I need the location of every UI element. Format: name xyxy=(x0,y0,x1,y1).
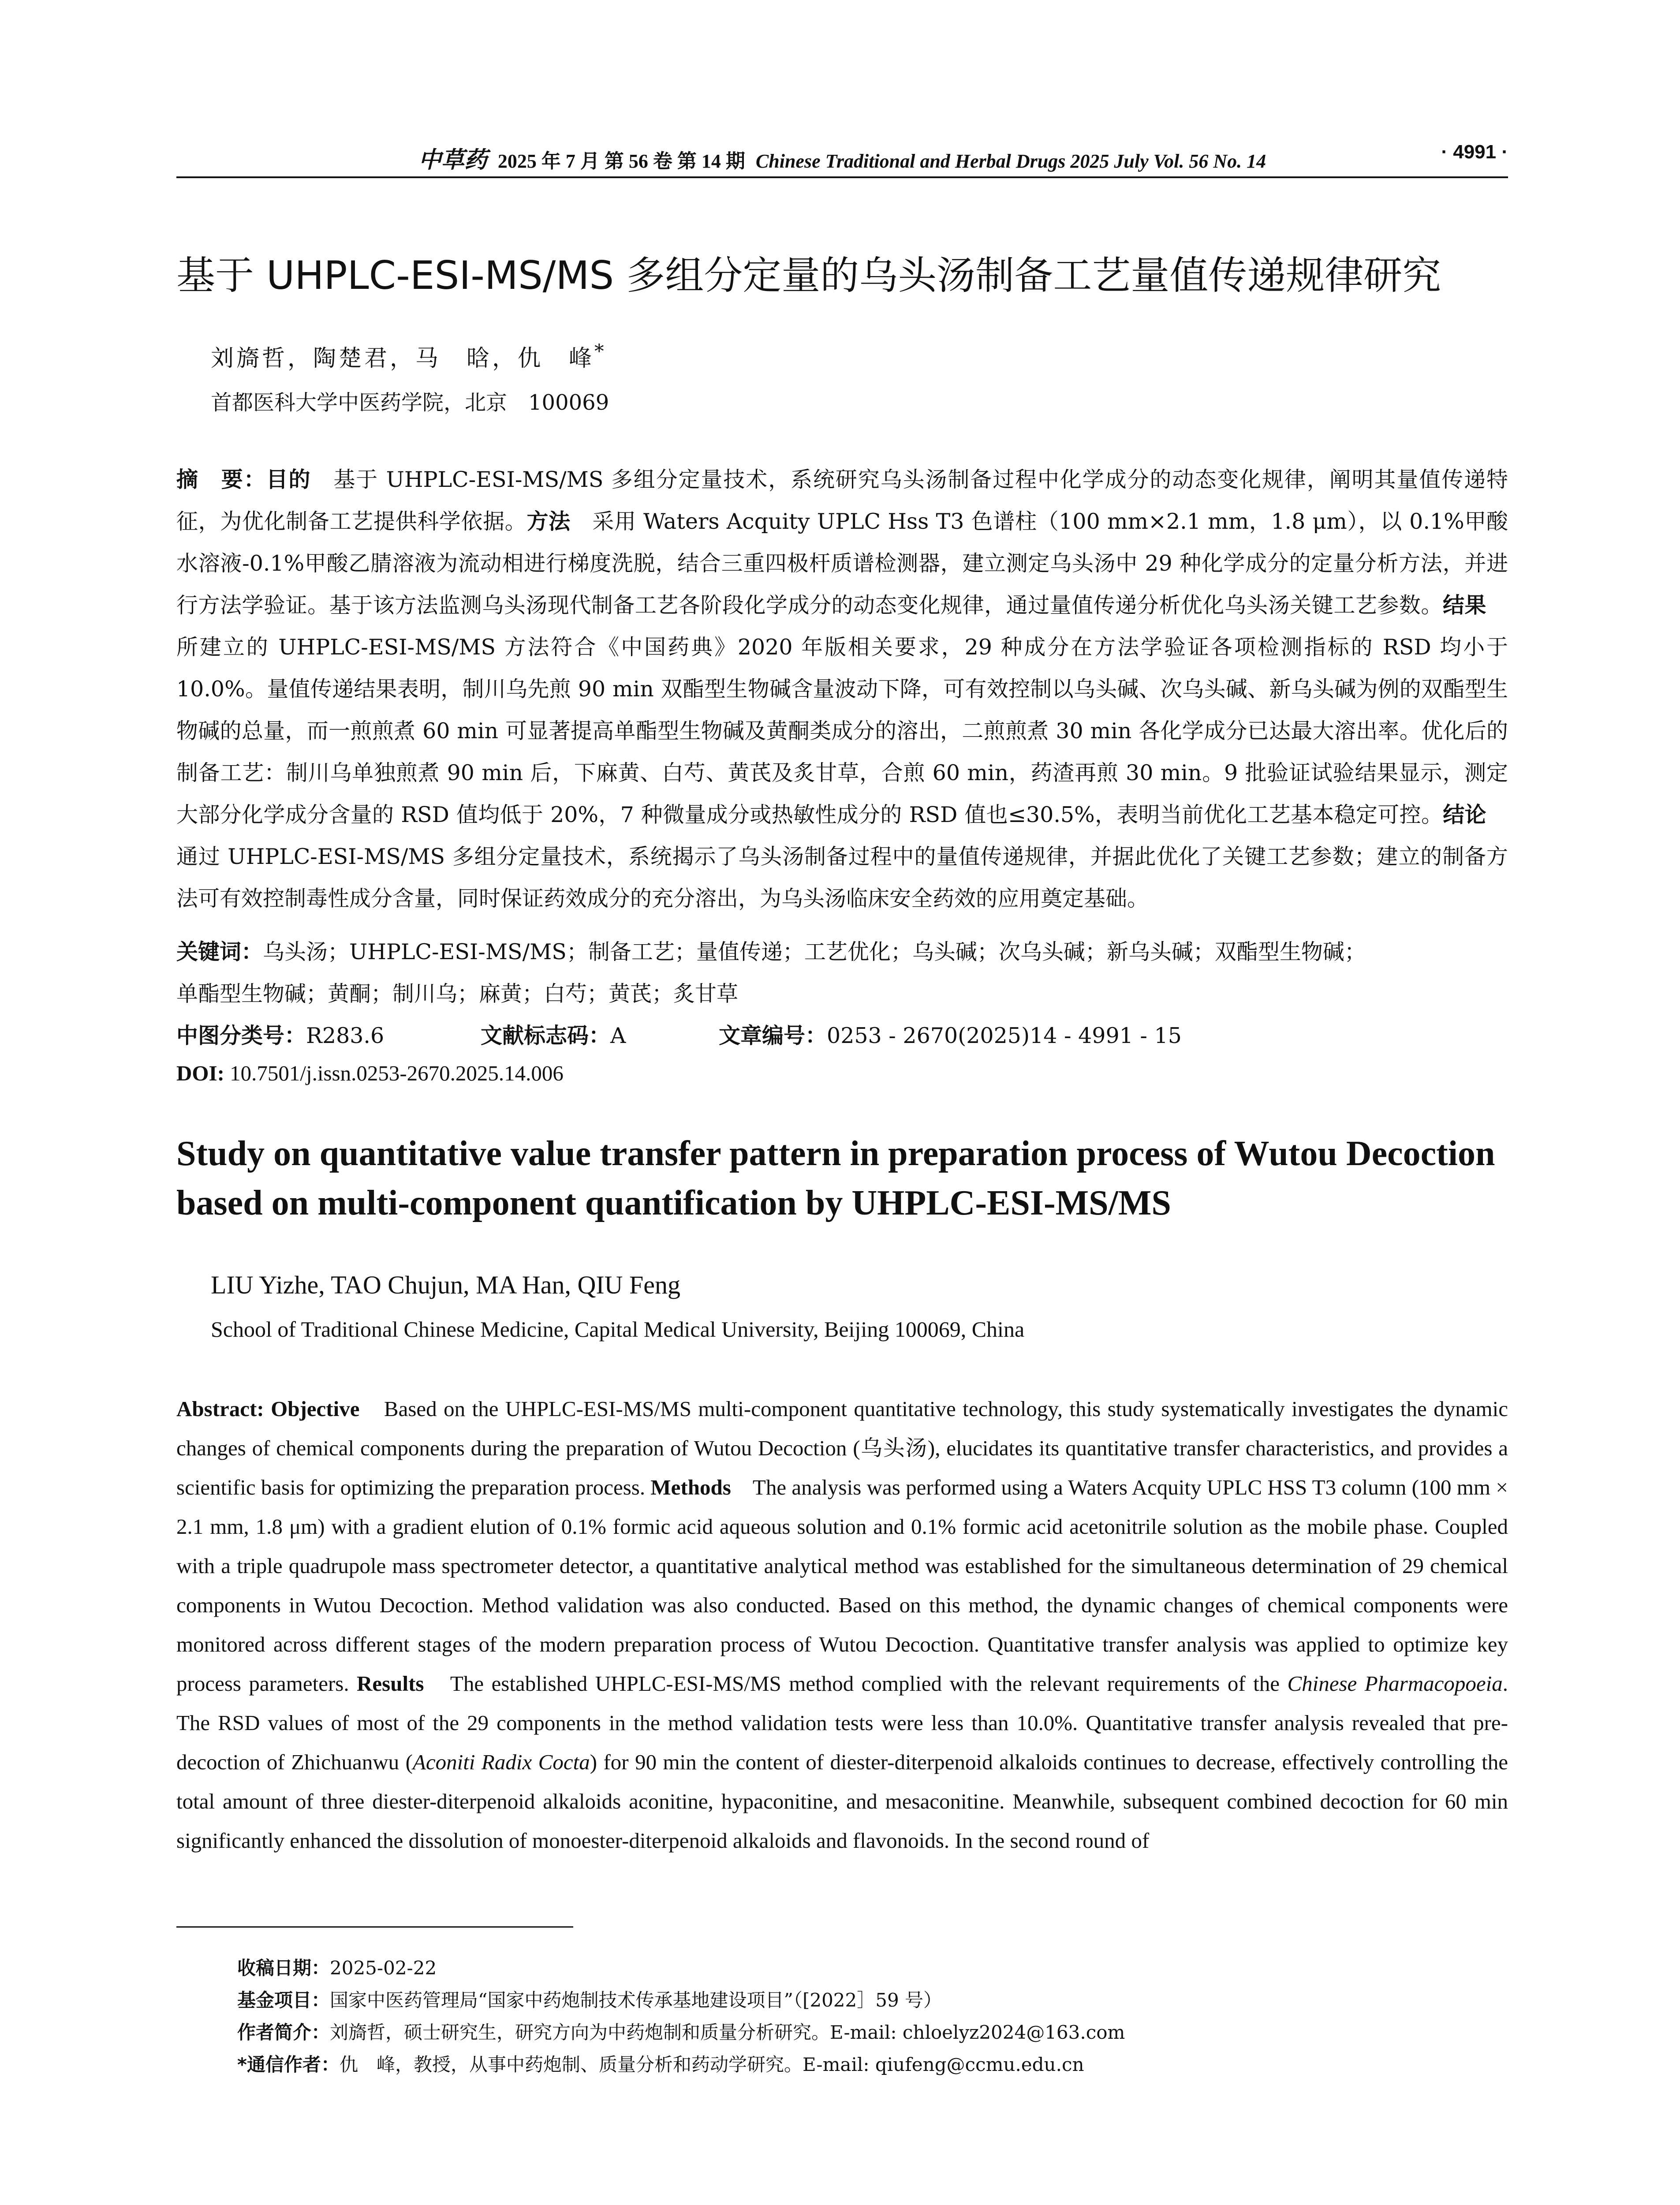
affiliation-chinese: 首都医科大学中医药学院，北京 100069 xyxy=(211,390,609,415)
abstract-cn-conclusion-label: 结论 xyxy=(1443,802,1486,827)
article-number-value: 0253 - 2670(2025)14 - 4991 - 15 xyxy=(827,1023,1182,1048)
authors-english: LIU Yizhe, TAO Chujun, MA Han, QIU Feng xyxy=(211,1271,681,1299)
footnote-corresponding xyxy=(237,2050,1084,2077)
keywords-line-2: 单酯型生物碱；黄酮；制川乌；麻黄；白芍；黄芪；炙甘草 xyxy=(176,981,739,1006)
title-english: Study on quantitative value transfer pattern in preparation process of Wutou Decoction based on multi-component quantification by UHPLC-ESI-MS/MS xyxy=(176,1134,1495,1222)
abstract-cn-objective: 基于 UHPLC-ESI-MS/MS 多组分定量技术，系统研究乌头汤制备过程中化学成分的动态变化规律，阐明其量值传递特征，为优化制备工艺提供科学依据。 xyxy=(176,467,1508,534)
received-label: 收稿日期： xyxy=(237,1957,330,1979)
running-header xyxy=(176,141,1508,176)
abstract-cn-methods: 采用 Waters Acquity UPLC Hss T3 色谱柱（100 mm×2.1 mm，1.8 μm），以 0.1%甲酸水溶液-0.1%甲酸乙腈溶液为流动相进行梯度洗脱，结合三重四极杆质谱检测器，建立测定乌头汤中 29 种化学成分的定量分析方法，并进行方法学验证。基于该方法监测乌头汤现代制备工艺各阶段化学成分的动态变化规律，通过量值传递分析优化乌头汤关键工艺参数。 xyxy=(176,509,1508,618)
corresponding-mark: * xyxy=(594,340,607,363)
author-bio-label: 作者简介： xyxy=(237,2022,330,2043)
abstract-en-label: Abstract: Objective xyxy=(176,1397,360,1421)
corresponding-label: *通信作者： xyxy=(237,2054,340,2075)
classification-line xyxy=(176,1019,1182,1050)
footnote-author xyxy=(237,2018,1125,2044)
doi-label: DOI: xyxy=(176,1061,224,1085)
abstract-cn-results: 所建立的 UHPLC-ESI-MS/MS 方法符合《中国药典》2020 年版相关要求，29 种成分在方法学验证各项检测指标的 RSD 均小于 10.0%。量值传递结果表明，制川乌先煎 90 min 双酯型生物碱含量波动下降，可有效控制以乌头碱、次乌头碱、新乌头碱为例的双酯型生物碱的总量，而一煎煎煮 60 min 可显著提高单酯型生物碱及黄酮类成分的溶出，二煎煎煮 30 min 各化学成分已达最大溶出率。优化后的制备工艺：制川乌单独煎煮 90 min 后，下麻黄、白芍、黄芪及炙甘草，合煎 60 min，药渣再煎 30 min。9 批验证试验结果显示，测定大部分化学成分含量的 RSD 值均低于 20%，7 种微量成分或热敏性成分的 RSD 值也≤30.5%，表明当前优化工艺基本稳定可控。 xyxy=(176,593,1508,827)
abstract-en-pharmacopoeia: Chinese Pharmacopoeia xyxy=(1287,1671,1503,1696)
article-number-segment xyxy=(719,1019,1182,1050)
corresponding-text: 仇 峰，教授，从事中药炮制、质量分析和药动学研究。E-mail: qiufeng@ccmu.edu.cn xyxy=(339,2054,1084,2075)
received-date: 2025-02-22 xyxy=(330,1957,437,1979)
abstract-cn-objective-label: 目的 xyxy=(266,467,311,492)
affiliation-english: School of Traditional Chinese Medicine, Capital Medical University, Beijing 100069, China xyxy=(211,1317,1025,1342)
title-chinese: 基于 UHPLC-ESI-MS/MS 多组分定量的乌头汤制备工艺量值传递规律研究 xyxy=(176,253,1441,298)
footnote-fund xyxy=(237,1986,942,2012)
abstract-en-results-c: ) for 90 min the content of diester-diterpenoid alkaloids continues to decrease, effectively controlling the total amount of three diester-diterpenoid alkaloids aconitine, hypaconitine, and mesaconitine. Meanwhile, subsequent combined decoction for 60 min significantly enhanced the dissolution of monoester-diterpenoid alkaloids and flavonoids. In the second round of xyxy=(176,1750,1508,1853)
abstract-en-results-b: . The RSD values of most of the 29 components in the method validation tests were less than 10.0%. Quantitative transfer analysis revealed that pre-decoction of Zhichuanwu ( xyxy=(176,1671,1508,1774)
abstract-en-latin-name: Aconiti Radix Cocta xyxy=(412,1750,590,1774)
footnote-rule xyxy=(176,1926,573,1928)
keywords-values-1: 乌头汤；UHPLC-ESI-MS/MS；制备工艺；量值传递；工艺优化；乌头碱；次乌头碱；新乌头碱；双酯型生物碱； xyxy=(263,939,1366,964)
abstract-cn-conclusion: 通过 UHPLC-ESI-MS/MS 多组分定量技术，系统揭示了乌头汤制备过程中的量值传递规律，并据此优化了关键工艺参数；建立的制备方法可有效控制毒性成分含量，同时保证药效成分的充分溶出，为乌头汤临床安全药效的应用奠定基础。 xyxy=(176,802,1508,911)
doc-code-label: 文献标志码： xyxy=(481,1023,611,1048)
journal-logo-cn: 中草药 xyxy=(418,146,487,173)
header-issue-cn: 2025 年 7 月 第 56 卷 第 14 期 xyxy=(497,150,745,172)
authors-chinese xyxy=(211,340,607,373)
abstract-cn-results-label: 结果 xyxy=(1442,593,1486,618)
doc-code-segment xyxy=(481,1019,719,1050)
fund-label: 基金项目： xyxy=(237,1989,330,2011)
article-number-label: 文章编号： xyxy=(719,1023,827,1048)
footnote-received xyxy=(237,1954,437,1980)
abstract-en-methods-label: Methods xyxy=(650,1475,731,1499)
abstract-chinese xyxy=(176,459,1508,919)
author-bio-text: 刘旖哲，硕士研究生，研究方向为中药炮制和质量分析研究。E-mail: chloelyz2024@163.com xyxy=(330,2022,1125,2043)
abstract-english xyxy=(176,1389,1508,1860)
abstract-en-objective: Based on the UHPLC-ESI-MS/MS multi-component quantitative technology, this study systematically investigates the dynamic changes of chemical components during the preparation of Wutou Decoction (乌头汤), elucidates its quantitative transfer characteristics, and provides a scientific basis for optimizing the preparation process. xyxy=(176,1397,1508,1499)
clc-value: R283.6 xyxy=(306,1023,385,1048)
header-journal-en: Chinese Traditional and Herbal Drugs 2025 July Vol. 56 No. 14 xyxy=(755,150,1266,172)
abstract-en-methods: The analysis was performed using a Waters Acquity UPLC HSS T3 column (100 mm × 2.1 mm, 1.8 μm) with a gradient elution of 0.1% formic acid aqueous solution and 0.1% formic acid acetonitrile solution as the mobile phase. Coupled with a triple quadrupole mass spectrometer detector, a quantitative analytical method was established for the simultaneous determination of 29 chemical components in Wutou Decoction. Method validation was also conducted. Based on this method, the dynamic changes of chemical components were monitored across different stages of the modern preparation process of Wutou Decoction. Quantitative transfer analysis was applied to optimize key process parameters. xyxy=(176,1475,1508,1696)
abstract-cn-label: 摘 要： xyxy=(176,467,266,492)
abstract-en-results-label: Results xyxy=(357,1671,424,1696)
clc-segment xyxy=(176,1019,481,1050)
header-rule xyxy=(176,176,1508,178)
page-number: · 4991 · xyxy=(1441,141,1508,163)
abstract-cn-methods-label: 方法 xyxy=(526,509,571,534)
doi-value[interactable]: 10.7501/j.issn.0253-2670.2025.14.006 xyxy=(224,1061,564,1085)
abstract-en-results-a: The established UHPLC-ESI-MS/MS method complied with the relevant requirements of the xyxy=(424,1671,1288,1696)
keywords-line-1 xyxy=(176,935,1366,966)
fund-text: 国家中医药管理局“国家中药炮制技术传承基地建设项目”（[2022］59 号） xyxy=(330,1989,942,2011)
doc-code-value: A xyxy=(610,1023,626,1048)
header-citation xyxy=(176,141,1508,174)
authors-chinese-names: 刘旖哲，陶楚君，马 晗，仇 峰 xyxy=(211,345,595,372)
keywords-label: 关键词： xyxy=(176,939,263,964)
doi-line xyxy=(176,1061,564,1086)
clc-label: 中图分类号： xyxy=(176,1023,306,1048)
